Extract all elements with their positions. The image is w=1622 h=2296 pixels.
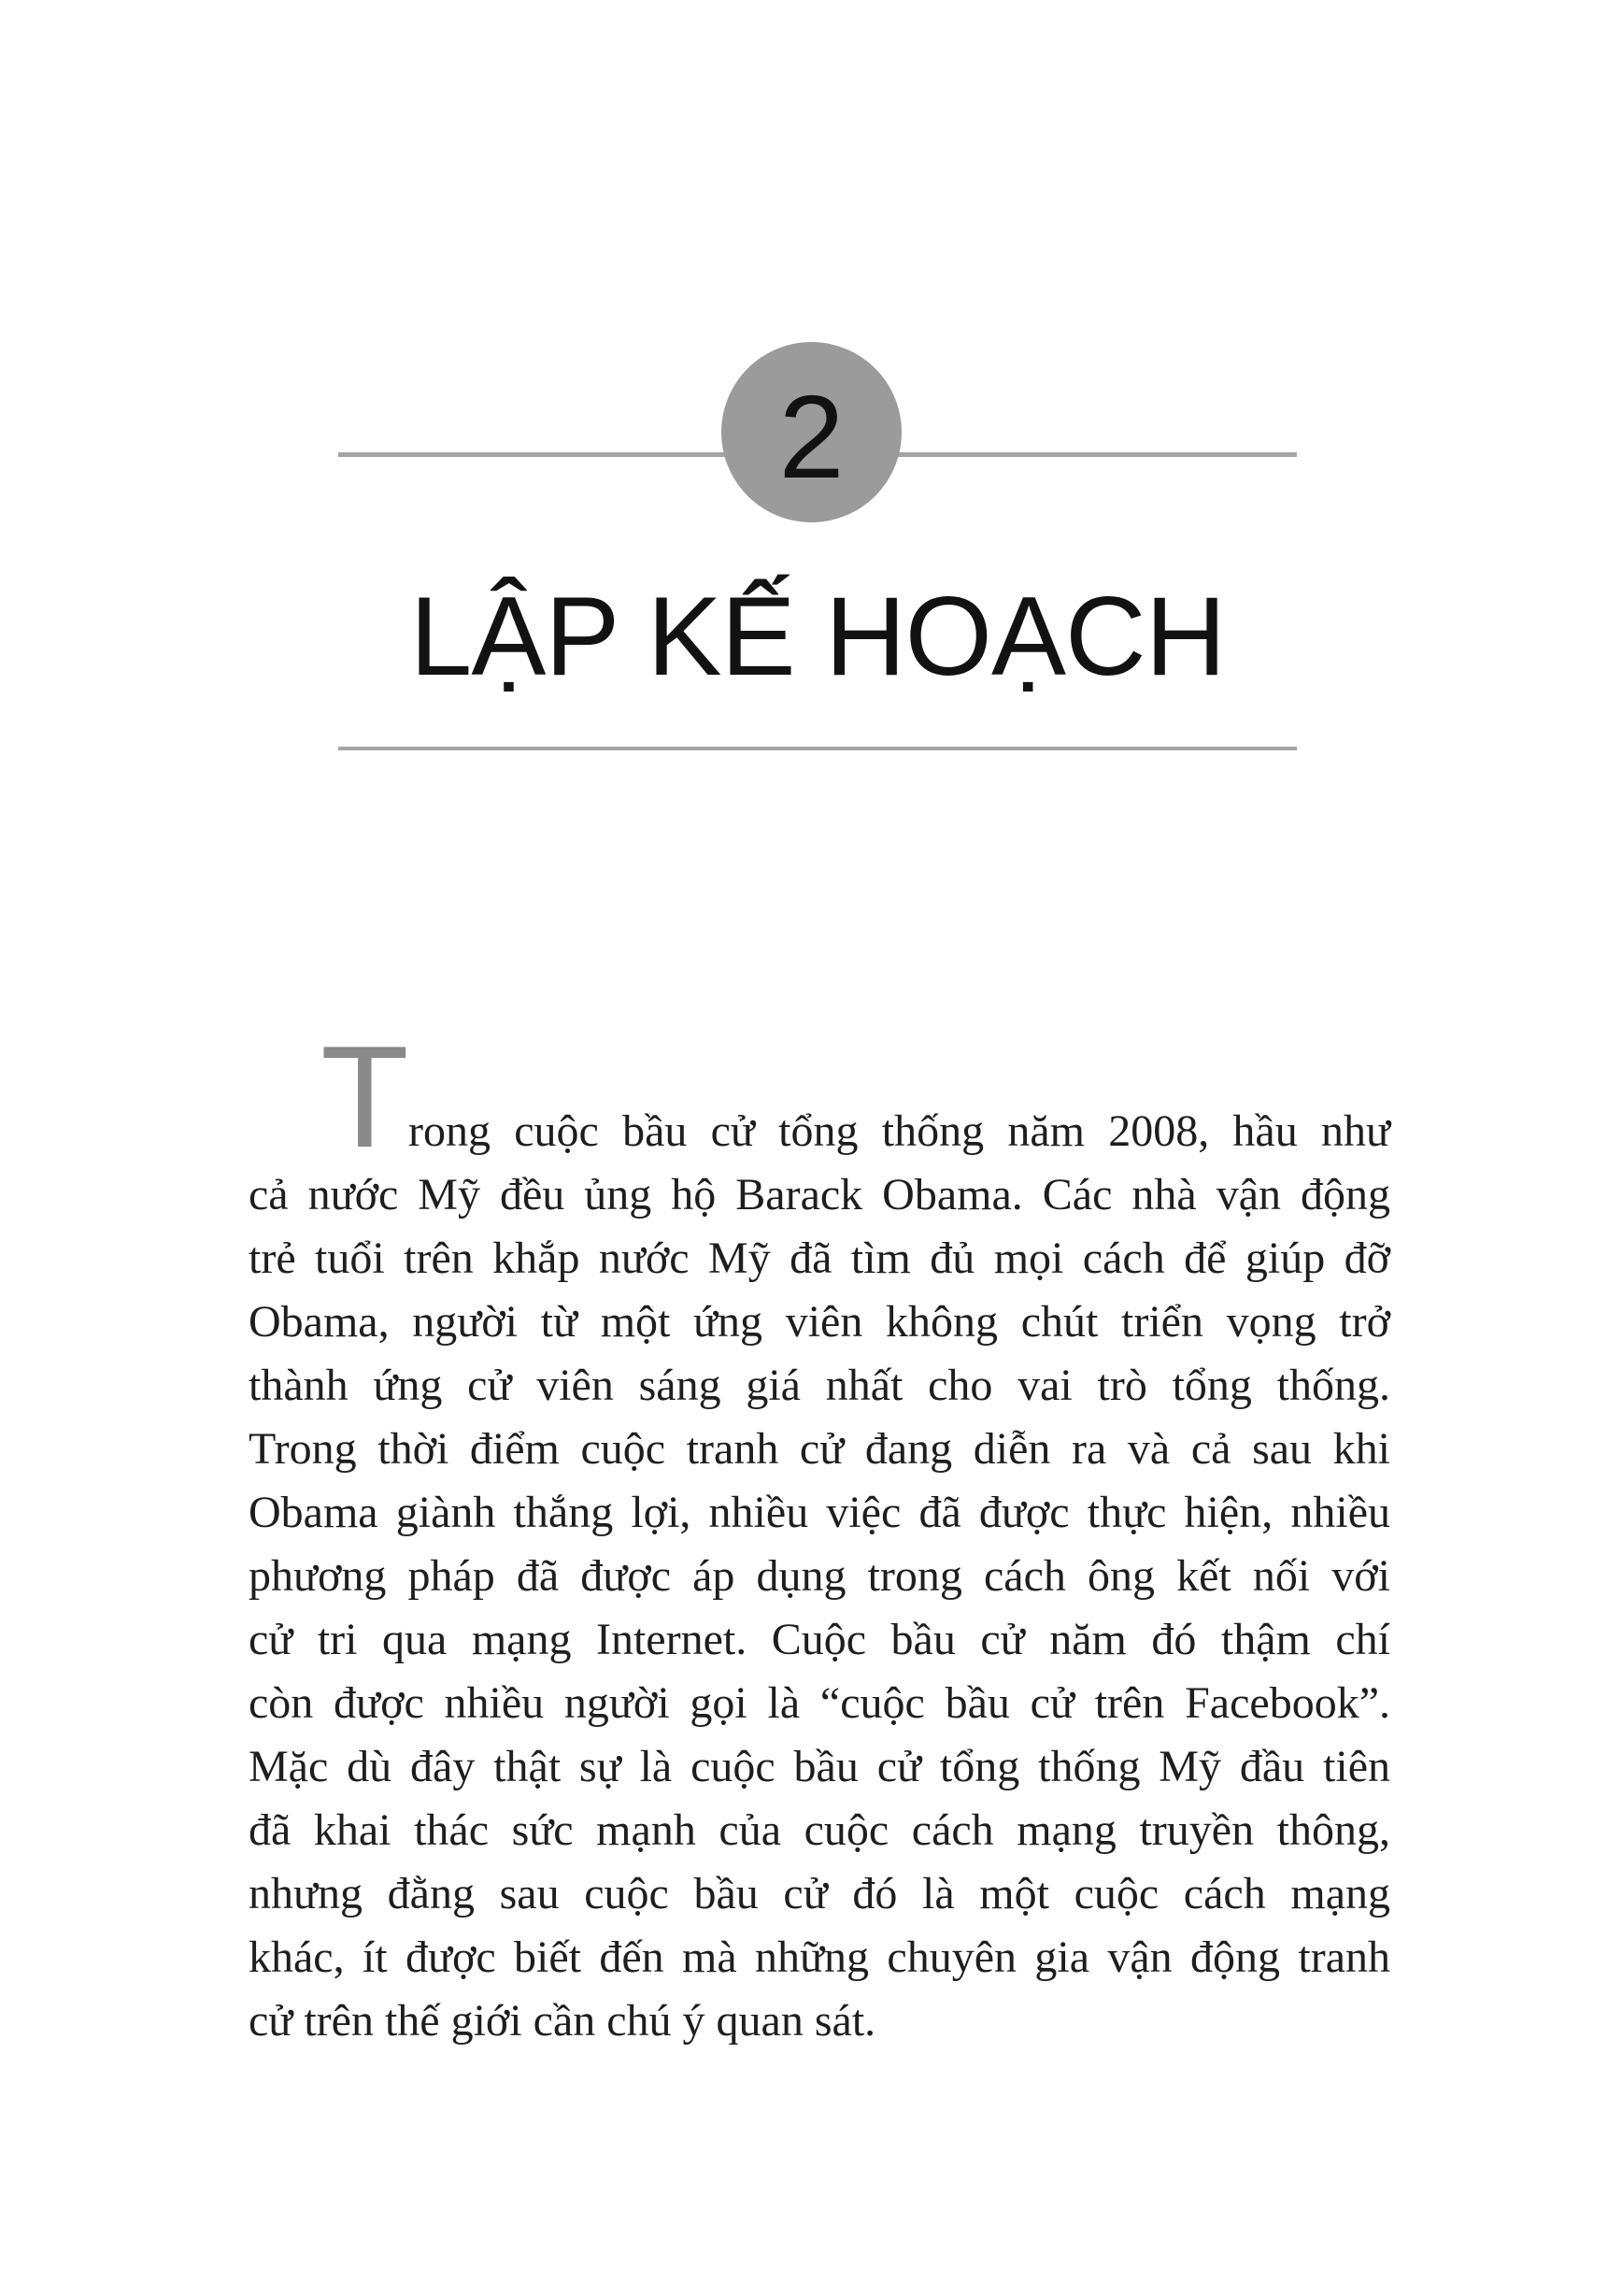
body-line: Obama, người từ một ứng viên không chút triển vọng trở (249, 1297, 1390, 1347)
chapter-number-circle (721, 342, 902, 522)
body-line: cử tri qua mạng Internet. Cuộc bầu cử năm đó thậm chí (249, 1615, 1390, 1664)
body-line: Mặc dù đây thật sự là cuộc bầu cử tổng thống Mỹ đầu tiên (249, 1742, 1390, 1791)
body-line: trẻ tuổi trên khắp nước Mỹ đã tìm đủ mọi cách để giúp đỡ (249, 1234, 1390, 1283)
dropcap-letter: T (320, 1016, 409, 1177)
body-line: đã khai thác sức mạnh của cuộc cách mạng truyền thông, (249, 1805, 1390, 1855)
body-line: nhưng đằng sau cuộc bầu cử đó là một cuộc cách mạng (249, 1869, 1390, 1918)
body-line: cả nước Mỹ đều ủng hộ Barack Obama. Các nhà vận động (249, 1170, 1390, 1219)
body-line: Trong thời điểm cuộc tranh cử đang diễn ra và cả sau khi (249, 1424, 1390, 1474)
body-line: khác, ít được biết đến mà những chuyên gia vận động tranh (249, 1932, 1390, 1982)
body-line: rong cuộc bầu cử tổng thống năm 2008, hầu như (408, 1106, 1390, 1156)
body-line: phương pháp đã được áp dụng trong cách ông kết nối với (249, 1551, 1390, 1601)
chapter-rule-bottom (338, 747, 1297, 750)
body-line: cử trên thế giới cần chú ý quan sát. (249, 1996, 876, 2046)
body-line: thành ứng cử viên sáng giá nhất cho vai trò tổng thống. (249, 1361, 1390, 1410)
chapter-number: 2 (778, 370, 845, 503)
body-line: còn được nhiều người gọi là “cuộc bầu cử trên Facebook”. (249, 1678, 1390, 1728)
body-paragraph (249, 1016, 1390, 2053)
body-line: Obama giành thắng lợi, nhiều việc đã được thực hiện, nhiều (249, 1488, 1390, 1537)
chapter-title: LẬP KẾ HOẠCH (409, 574, 1226, 699)
